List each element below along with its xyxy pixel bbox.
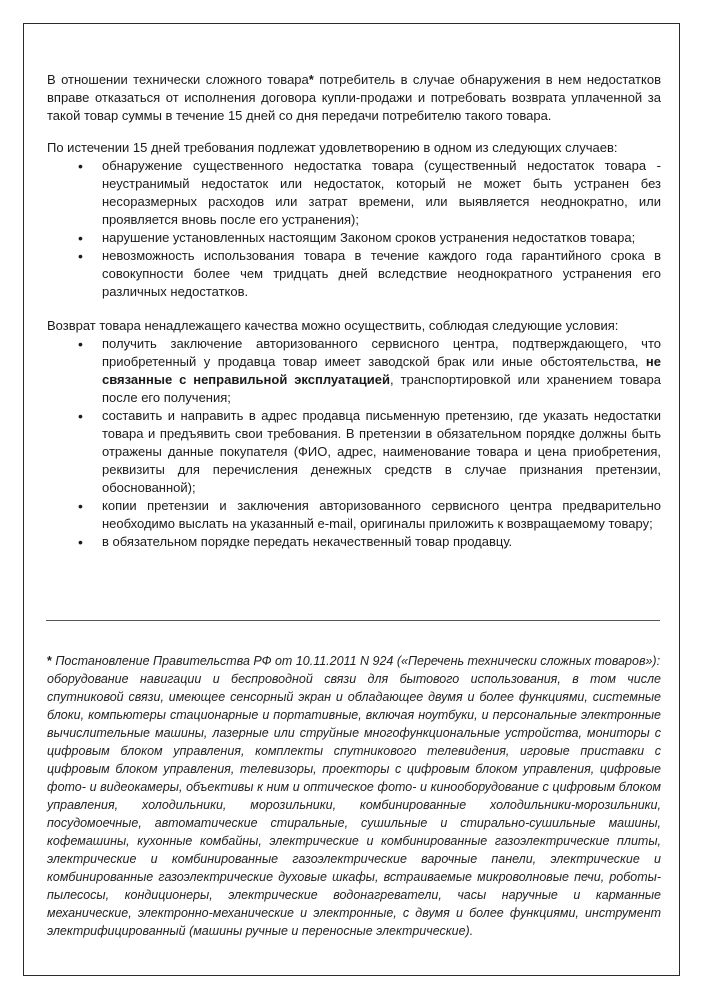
list-item xyxy=(47,335,661,407)
footnote-body: оборудование навигации и беспроводной связи для бытового использования, в том числе спутниковой связи, имеющее сенсорный экран и обладающее двумя и более функциями, системные блоки, компьютеры стационарные и портативные, включая ноутбуки, и персональные электронные вычислительные машины, лазерные или струйные многофункциональные устройства, мониторы с цифровым блоком управления, комплекты спутникового телевидения, игровые приставки с цифровым блоком управления, телевизоры, проекторы с цифровым блоком управления, цифровые фото- и видеокамеры, объективы к ним и оптическое фото- и кинооборудование с цифровым блоком управления, холодильники, морозильники, комбинированные холодильники-морозильники, посудомоечные, автоматические стиральные, сушильные и стирально-сушильные машины, кофемашины, кухонные комбайны, электрические и комбинированные газоэлектрические плиты, электрические и комбинированные газоэлектрические варочные панели, электрические и комбинированные газоэлектрические духовые шкафы, встраиваемые микроволновые печи, роботы-пылесосы, кондиционеры, электрические водонагреватели, часы наручные и карманные механические, электронно-механические и электронные, с двумя и более функциями, инструмент электрифицированный (машины ручные и переносные электрические). xyxy=(47,672,661,938)
list-item: • обнаружение существенного недостатка товара (существенный недостаток товара - неустранимый недостаток или недостаток, который не может быть устранен без несоразмерных расходов или затрат времени, или выявляется неоднократно, или проявляется вновь после его устранения); xyxy=(47,157,661,229)
cases-intro: По истечении 15 дней требования подлежат удовлетворению в одном из следующих случаев: xyxy=(47,140,618,155)
conditions-heading: Возврат товара ненадлежащего качества можно осуществить, соблюдая следующие условия: xyxy=(47,318,619,333)
condition-text: , транспортировкой или хранением товара после его получения; xyxy=(102,372,661,405)
list-item: • нарушение установленных настоящим Законом сроков устранения недостатков товара; xyxy=(47,229,661,247)
footnote-title xyxy=(47,652,661,670)
intro-text-before: В отношении технически сложного товара xyxy=(47,72,309,87)
list-item: • копии претензии и заключения авторизованного сервисного центра предварительно необходимо выслать на указанный e-mail, оригиналы приложить к возвращаемому товару; xyxy=(47,497,661,533)
footnote-divider xyxy=(46,620,660,621)
document-page xyxy=(23,23,680,976)
condition-emphasis: не связанные с неправильной эксплуатацией xyxy=(102,354,661,387)
list-item: • невозможность использования товара в течение каждого года гарантийного срока в совокупности более чем тридцать дней вследствие неоднократного устранения его различных недостатков. xyxy=(47,247,661,301)
intro-paragraph xyxy=(47,71,661,125)
main-content xyxy=(47,71,661,551)
footnote-marker: * xyxy=(308,72,314,87)
cases-list xyxy=(47,157,661,301)
footnote xyxy=(47,652,661,940)
list-item: • составить и направить в адрес продавца письменную претензию, где указать недостатки товара и предъявить свои требования. В претензии в обязательном порядке должны быть отражены данные покупателя (ФИО, адрес, наименование товара и цена приобретения, реквизиты для перечисления денежных средств в случае признания претензии, обоснованной); xyxy=(47,407,661,497)
footnote-star: * xyxy=(47,654,52,668)
intro-text-after: потребитель в случае обнаружения в нем недостатков вправе отказаться от исполнения договора купли-продажи и потребовать возврата уплаченной за такой товар суммы в течение 15 дней со дня передачи потребителю такого товара. xyxy=(47,72,661,123)
conditions-list xyxy=(47,335,661,551)
footnote-title-text: Постановление Правительства РФ от 10.11.2011 N 924 («Перечень технически сложных товаров»): xyxy=(51,654,661,668)
list-item: • в обязательном порядке передать некачественный товар продавцу. xyxy=(47,533,661,551)
condition-text: получить заключение авторизованного сервисного центра, подтверждающего, что приобретенный у продавца товар имеет заводской брак или иные обстоятельства, xyxy=(102,336,661,369)
